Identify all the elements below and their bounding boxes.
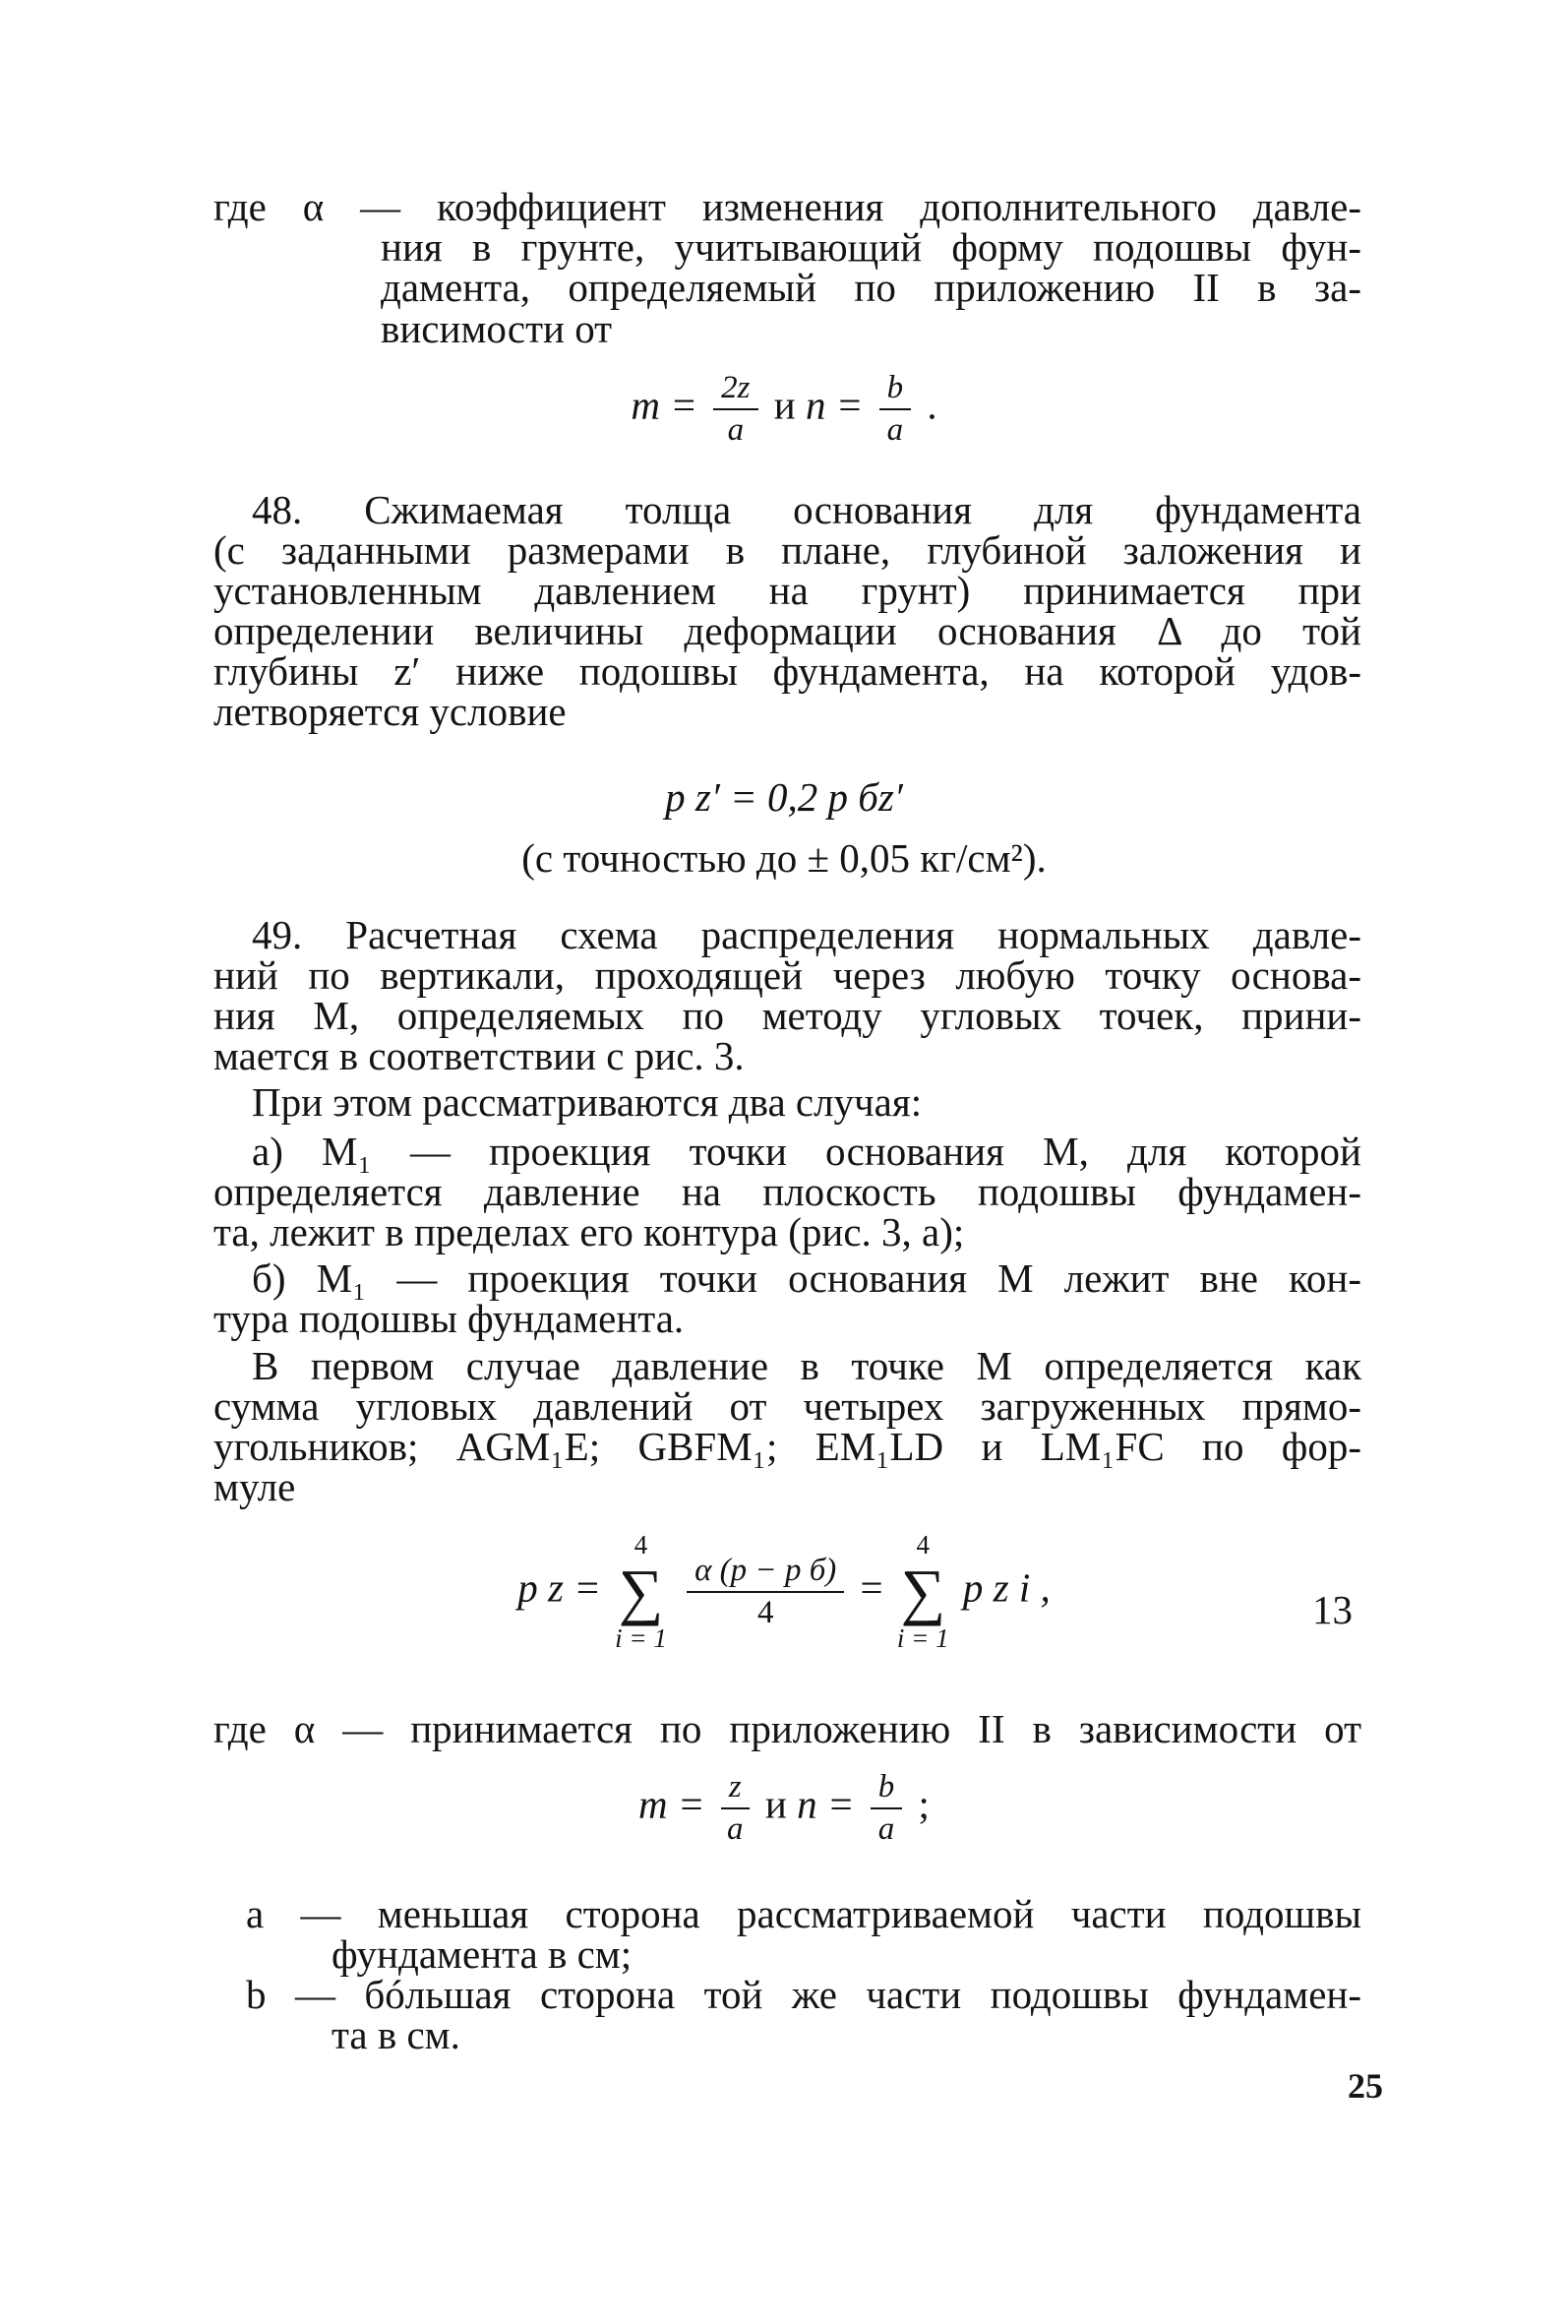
fraction: $\frac{b}{a}$: [871, 1771, 903, 1846]
text-line: летворяется условие: [213, 689, 567, 734]
formula-text: ;: [918, 1781, 930, 1827]
text-line: ния M, определяемых по методу угловых точек, прини-: [213, 993, 1361, 1038]
text-line: мается в соответствии с рис. 3.: [213, 1033, 745, 1078]
text-line: та, лежит в пределах его контура (рис. 3, а);: [213, 1209, 965, 1254]
text-line: В первом случае давление в точке M определяется как: [252, 1343, 1361, 1388]
text-line: 48. Сжимаемая толща основания для фундамента: [252, 487, 1361, 532]
formula-text: p z i ,: [962, 1564, 1051, 1611]
sum-sign: 4 ∑ i = 1: [896, 1530, 949, 1654]
text-line: (с заданными размерами в плане, глубиной заложения и: [213, 527, 1361, 573]
formula-text: .: [927, 382, 937, 428]
text-line: a — меньшая сторона рассматриваемой части подошвы: [246, 1891, 1361, 1936]
text-line: установленным давлением на грунт) принимается при: [213, 568, 1361, 613]
text-line: где α — принимается по приложению II в зависимости от: [213, 1706, 1361, 1751]
text-line: муле: [213, 1464, 296, 1509]
formula-m-n-second: [0, 1771, 1568, 1846]
formula-text: p z =: [517, 1564, 601, 1611]
text-line: определяется давление на плоскость подошвы фундамен-: [213, 1169, 1361, 1214]
text-line: та в см.: [332, 2012, 460, 2057]
formula-condition: p z′ = 0,2 p бz′: [665, 774, 903, 820]
formula-m-n: [0, 372, 1568, 447]
formula-tolerance: (с точностью до ± 0,05 кг/см²).: [521, 835, 1047, 881]
formula-text: m =: [638, 1781, 705, 1827]
text-line: дамента, определяемый по приложению II в за-: [381, 265, 1361, 310]
text-line: глубины z′ ниже подошвы фундамента, на которой удов-: [213, 648, 1361, 694]
fraction: $\frac{2z}{a}$: [713, 372, 757, 447]
sum-sign: 4 ∑ i = 1: [615, 1530, 667, 1654]
equation-number: 13: [1312, 1587, 1353, 1632]
text-line: где α — коэффициент изменения дополнительного давле-: [213, 184, 1361, 229]
text-line: угольников; AGM₁E; GBFM₁; EM₁LD и LM₁FC по фор-: [213, 1424, 1361, 1469]
formula-text: n =: [797, 1781, 855, 1827]
text-line: б) M₁ — проекция точки основания M лежит вне кон-: [252, 1255, 1361, 1301]
formula-text: и: [764, 1781, 787, 1827]
text-line: тура подошвы фундамента.: [213, 1296, 685, 1341]
text-line: определении величины деформации основания Δ до той: [213, 608, 1361, 653]
text-line: ния в грунте, учитывающий форму подошвы фун-: [381, 224, 1361, 270]
fraction: $\frac{\text{α (p − p б)}}{4}$: [687, 1555, 844, 1629]
text-line: фундамента в см;: [332, 1931, 633, 1977]
text-line: 49. Расчетная схема распределения нормальных давле-: [252, 912, 1361, 957]
formula-text: m =: [631, 382, 697, 428]
text-line: висимости от: [381, 306, 613, 351]
text-line: сумма угловых давлений от четырех загруженных прямо-: [213, 1383, 1361, 1429]
fraction: $\frac{z}{a}$: [721, 1771, 750, 1846]
text-line: а) M₁ — проекция точки основания M, для которой: [252, 1129, 1361, 1174]
formula-text: n =: [805, 382, 864, 428]
formula-text: =: [860, 1564, 883, 1611]
text-line: b — бóльшая сторона той же части подошвы фундамен-: [246, 1972, 1361, 2017]
text-line: При этом рассматриваются два случая:: [252, 1079, 923, 1125]
fraction: $\frac{b}{a}$: [879, 372, 912, 447]
text-line: ний по вертикали, проходящей через любую точку основа-: [213, 952, 1361, 998]
page-number: 25: [1348, 2066, 1383, 2106]
formula-text: и: [773, 382, 796, 428]
